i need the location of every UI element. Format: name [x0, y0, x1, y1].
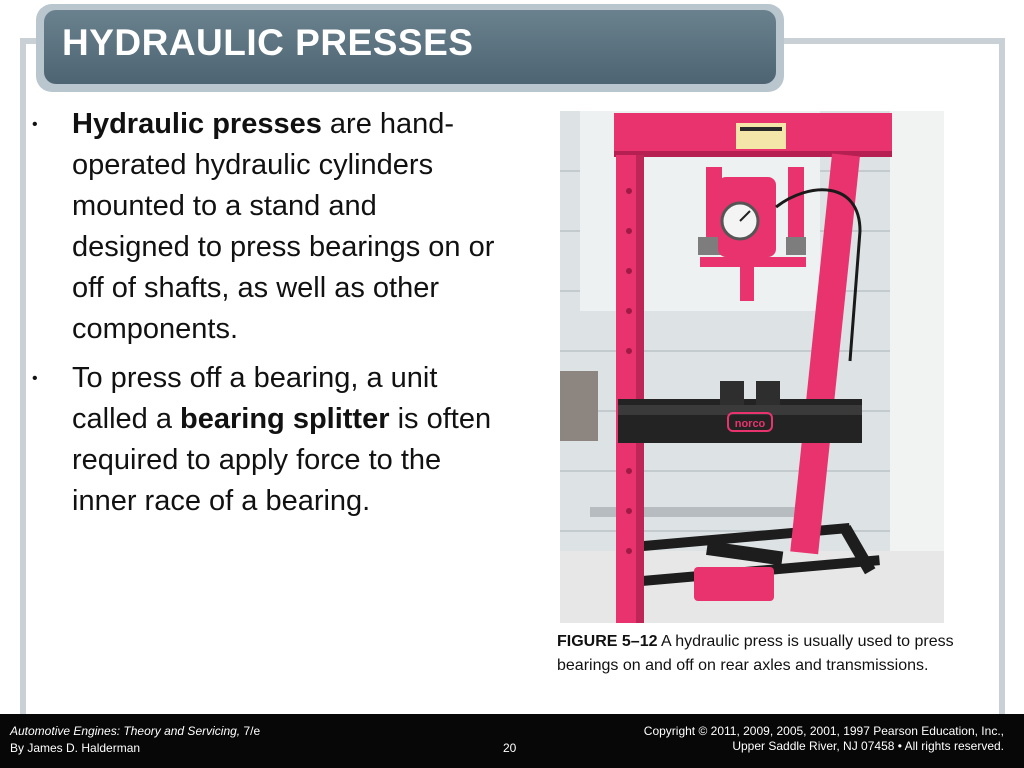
footer-author: By James D. Halderman — [10, 741, 141, 755]
hydraulic-press-illustration — [560, 111, 944, 623]
bullet-list — [30, 104, 500, 530]
press-brand-text: norco — [734, 418, 766, 430]
slide-frame-left — [20, 38, 26, 718]
bullet-dot: • — [32, 370, 38, 387]
bullet-text: are hand-operated hydraulic cylinders mounted to a stand and designed to press bearings on or off of shafts, as well as other components. — [72, 108, 495, 345]
figure-caption-text: A hydraulic press is usually used to press bearings on and off on rear axles and transmissions. — [557, 633, 954, 674]
footer-publisher: Upper Saddle River, NJ 07458 • All rights reserved. — [732, 739, 1004, 753]
footer-book-title — [10, 724, 260, 738]
book-edition: 7/e — [240, 724, 261, 738]
footer-copyright: Copyright © 2011, 2009, 2005, 2001, 1997 Pearson Education, Inc., — [643, 724, 1004, 738]
book-title: Automotive Engines: Theory and Servicing, — [10, 724, 241, 738]
figure-caption — [557, 630, 957, 678]
page-number: 20 — [503, 741, 517, 755]
slide-title: HYDRAULIC PRESSES — [62, 22, 474, 63]
footer-bar — [0, 714, 1024, 768]
figure-label: FIGURE 5–12 — [557, 633, 658, 650]
bold-term: Hydraulic presses — [72, 108, 322, 140]
bullet-item-bearing-splitter — [30, 358, 500, 522]
slide-frame-right — [999, 38, 1005, 718]
bullet-text-after: is often required to apply force to the inner race of a bearing. — [72, 403, 492, 517]
bullet-item-hydraulic-presses — [30, 104, 500, 350]
bullet-text-before: To press off a bearing, a unit called a — [72, 362, 438, 435]
hydraulic-press-photo — [560, 111, 944, 623]
bullet-dot: • — [32, 116, 38, 133]
bold-term: bearing splitter — [180, 403, 390, 435]
